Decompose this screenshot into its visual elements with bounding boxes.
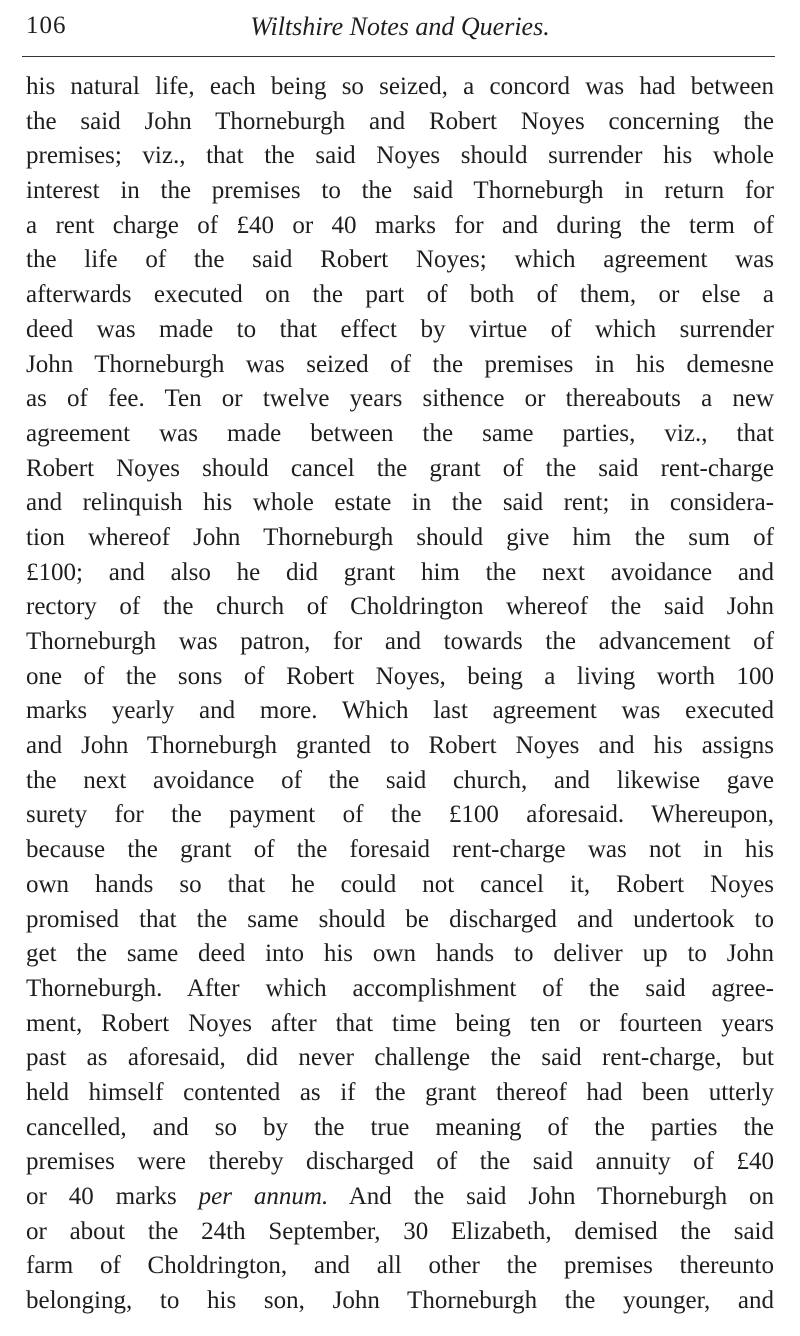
running-title: Wiltshire Notes and Queries. [250,12,550,41]
page-number: 106 [26,12,67,39]
text-line: the said John Thorneburgh and Robert Noyes concerning the [26,107,774,135]
text-line: Thorneburgh. After which accomplishment of the said agree- [26,974,774,1002]
text-line: belonging, to his son, John Thorneburgh the younger, and [26,1287,774,1315]
text-line: get the same deed into his own hands to deliver up to John [26,940,774,968]
text-line: because the grant of the foresaid rent-charge was not in his [26,836,774,864]
text-line: premises; viz., that the said Noyes should surrender his whole [26,142,774,170]
text-line: the next avoidance of the said church, and likewise gave [26,766,774,794]
text-line: and John Thorneburgh granted to Robert Noyes and his assigns [26,732,774,760]
text-line: one of the sons of Robert Noyes, being a living worth 100 [26,662,774,690]
text-line: ment, Robert Noyes after that time being ten or fourteen years [26,1009,774,1037]
text-line: interest in the premises to the said Thorneburgh in return for [26,177,774,205]
text-line: deed was made to that effect by virtue of which surrender [26,315,774,343]
text-line: own hands so that he could not cancel it, Robert Noyes [26,870,774,898]
text-line: held himself contented as if the grant thereof had been utterly [26,1078,774,1106]
text-line: or about the 24th September, 30 Elizabeth, demised the said [26,1217,774,1245]
header-rule [22,56,775,57]
text-line: afterwards executed on the part of both of them, or else a [26,281,774,309]
page-header [26,12,774,48]
text-line: Robert Noyes should cancel the grant of the said rent-charge [26,454,774,482]
italic-phrase: per annum. [198,1183,329,1210]
text-line: £100; and also he did grant him the next avoidance and [26,558,774,586]
text-line: John Thorneburgh was seized of the premises in his demesne [26,350,774,378]
text-line: surety for the payment of the £100 aforesaid. Whereupon, [26,801,774,829]
text-line: Thorneburgh was patron, for and towards the advancement of [26,628,774,655]
text-segment: or 40 marks [26,1183,199,1210]
text-line: tion whereof John Thorneburgh should give him the sum of [26,523,774,551]
text-segment: And the said John Thorneburgh on [328,1183,774,1210]
body-text [26,70,774,1319]
text-line: marks yearly and more. Which last agreement was executed [26,697,774,725]
text-line: a rent charge of £40 or 40 marks for and during the term of [26,211,774,239]
text-line: the life of the said Robert Noyes; which agreement was [26,246,774,274]
text-line: as of fee. Ten or twelve years sithence or thereabouts a new [26,385,774,413]
text-line [26,1180,774,1215]
text-line: agreement was made between the same parties, viz., that [26,419,774,447]
text-line: farm of Choldrington, and all other the premises thereunto [26,1252,774,1280]
text-line: his natural life, each being so seized, a concord was had between [26,73,774,100]
text-line: cancelled, and so by the true meaning of the parties the [26,1113,774,1141]
text-line: premises were thereby discharged of the said annuity of £40 [26,1148,774,1176]
text-line: rectory of the church of Choldrington whereof the said John [26,593,774,621]
text-line: past as aforesaid, did never challenge the said rent-charge, but [26,1044,774,1072]
text-line: and relinquish his whole estate in the said rent; in considera- [26,489,774,517]
text-line: promised that the same should be discharged and undertook to [26,905,774,933]
